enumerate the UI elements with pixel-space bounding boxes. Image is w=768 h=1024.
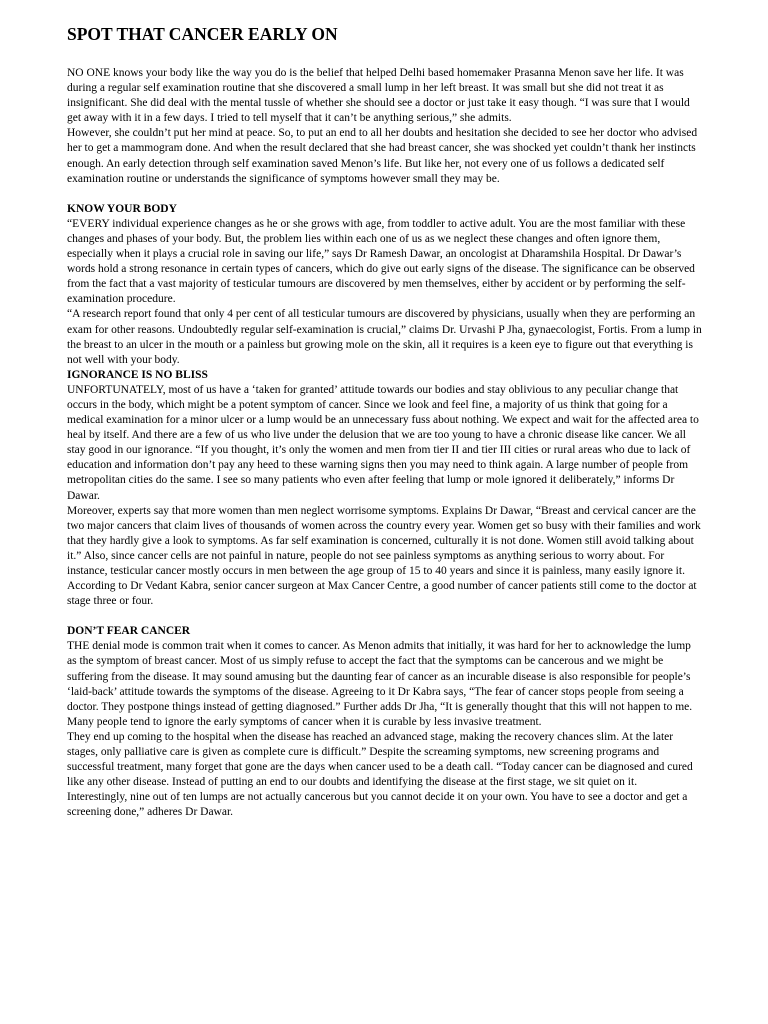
article-title: SPOT THAT CANCER EARLY ON bbox=[67, 24, 338, 44]
intro-paragraph-2: However, she couldn’t put her mind at peace. So, to put an end to all her doubts and hesitation she decided to see her doctor who advised her to get a mammogram done. And when the result declared that she had breast cancer, she was shocked yet couldn’t thank her instincts enough. An early detection through self examination saved Menon’s life. But like her, not every one of us follows a dedicated self examination routine or understands the significance of symptoms however small they may be. bbox=[67, 127, 698, 185]
dont-fear-paragraph-3: Interestingly, nine out of ten lumps are not actually cancerous but you cannot decide it on your own. You have to see a doctor and get a screening done,” adheres Dr Dawar. bbox=[67, 791, 688, 819]
intro-paragraph-1: NO ONE knows your body like the way you do is the belief that helped Delhi based homemaker Prasanna Menon save her life. It was during a regular self examination routine that she discovered a small lump in her left breast. It was small but she did not treat it as insignificant. She did deal with the mental tussle of whether she should see a doctor or just take it easy though. “I was sure that I would get away with it in a few days. I tried to tell myself that it can’t be anything serious,” she admits. bbox=[67, 67, 690, 125]
section-heading-dont-fear: DON’T FEAR CANCER bbox=[67, 625, 191, 638]
know-your-body-paragraph-2: “A research report found that only 4 per cent of all testicular tumours are discovered by physicians, usually when they are performing an exam for other reasons. Undoubtedly regular self-examination is crucial,” claims Dr. Urvashi P Jha, gynaecologist, Fortis. From a lump in the breast to an ulcer in the mouth or a painless but growing mole on the skin, all it requires is a keen eye to figure out that everything is not well with your body. bbox=[67, 308, 702, 366]
know-your-body-paragraph-1: “EVERY individual experience changes as he or she grows with age, from toddler to active adult. You are the most familiar with these changes and phases of your body. But, the problem lies within each one of us as we neglect these changes and often ignore them, especially when it plays a crucial role in saving our life,” says Dr Ramesh Dawar, an oncologist at Dharamshila Hospital. Dr Dawar’s words hold a strong resonance in certain types of cancers, which do give out early signs of the disease. The significance can be observed from the fact that a vast majority of testicular tumours are discovered by men themselves, either by accident or by performing the self-examination procedure. bbox=[67, 217, 695, 306]
section-heading-know-your-body: KNOW YOUR BODY bbox=[67, 202, 177, 215]
dont-fear-paragraph-2: They end up coming to the hospital when the disease has reached an advanced stage, making the recovery chances slim. At the later stages, only palliative care is given as complete cure is difficult.” Despite the screaming symptoms, new screening programs and successful treatment, many forget that gone are the days when cancer used to be a death call. “Today cancer can be diagnosed and cured like any other disease. Instead of putting an end to our doubts and identifying the disease at the first stage, we sit quiet on it. bbox=[67, 730, 693, 789]
ignorance-paragraph-2: Moreover, experts say that more women than men neglect worrisome symptoms. Explains Dr Dawar, “Breast and cervical cancer are the two major cancers that claim lives of thousands of women across the country every year. Women get so busy with their families and work that they hardly give a look to symptoms. As far self examination is concerned, culturally it is not done. Women still avoid talking about it.” Also, since cancer cells are not painful in nature, people do not see painless symptoms as anything serious to worry about. For instance, testicular cancer mostly occurs in men between the age group of 15 to 40 years and since it is painless, many easily ignore it. According to Dr Vedant Kabra, senior cancer surgeon at Max Cancer Centre, a good number of cancer patients still come to the doctor at stage three or four. bbox=[67, 504, 701, 608]
ignorance-paragraph-1: UNFORTUNATELY, most of us have a ‘taken for granted’ attitude towards our bodies and stay oblivious to any peculiar change that occurs in the body, which might be a potent symptom of cancer. Since we look and feel fine, a majority of us think that going for a medical examination for a minor ulcer or a lump would be an unnecessary fuss about nothing. We expect and wait for the affected area to heal by itself. And there are a few of us who live under the delusion that we are too young to have a chronic disease like cancer. We all stay good in our ignorance. “If you thought, it’s only the women and men from tier II and tier III cities or rural areas who due to lack of education and information don’t pay any heed to these warning signs then you may need to think again. A large number of people from metropolitan cities do the same. I see so many patients who even after feeling that lump or mole ignored it deliberately,” informs Dr Dawar. bbox=[67, 383, 699, 502]
dont-fear-paragraph-1: THE denial mode is common trait when it comes to cancer. As Menon admits that initially, it was hard for her to acknowledge the lump as the symptom of breast cancer. Most of us simply refuse to accept the fact that the symptoms can be cancerous and we might be suffering from the disease. It may sound amusing but the daunting fear of cancer as an incurable disease is also responsible for people’s ‘laid-back’ attitude towards the symptoms of the disease. Agreeing to it Dr Kabra says, “The fear of cancer stops people from seeing a doctor. They postpone things instead of getting diagnosed.” Further adds Dr Jha, “It is generally thought that this will not happen to me. Many people tend to ignore the early symptoms of cancer when it is curable by less invasive treatment. bbox=[67, 640, 693, 728]
section-heading-ignorance: IGNORANCE IS NO BLISS bbox=[67, 368, 208, 381]
